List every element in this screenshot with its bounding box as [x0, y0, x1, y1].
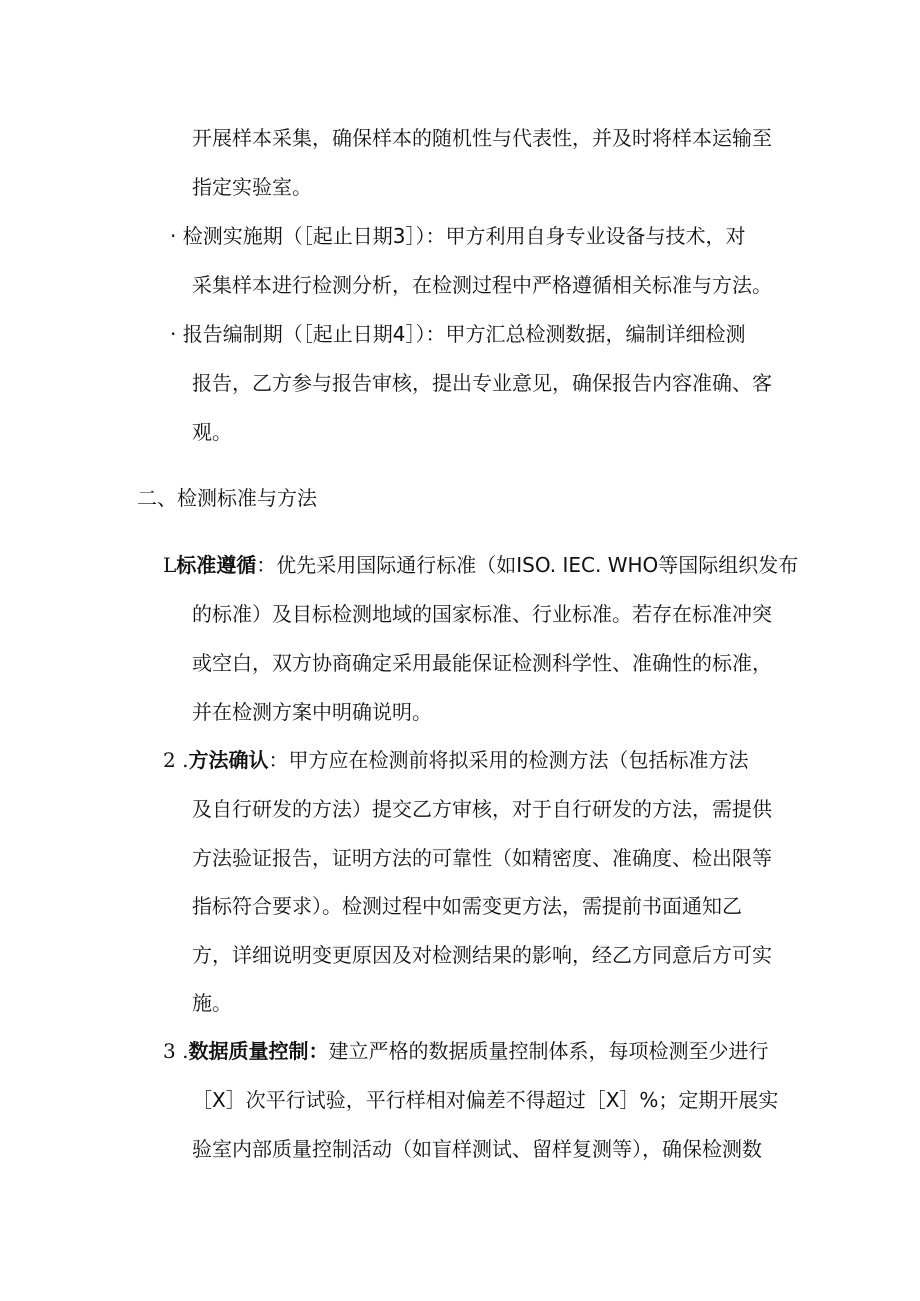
paragraph-line: 指定实验室。 [192, 175, 312, 199]
list-item-number: 3 . [163, 1039, 189, 1063]
paragraph-line: 开展样本采集，确保样本的随机性与代表性，并及时将样本运输至 [192, 126, 772, 150]
list-item-text: ：优先采用国际通行标准（如ISO. IEC. WHO等国际组织发布 [256, 553, 799, 577]
bullet-item-line: · 报告编制期（［起止日期4］）：甲方汇总检测数据，编制详细检测 [170, 322, 746, 346]
paragraph-line: 方，详细说明变更原因及对检测结果的影响，经乙方同意后方可实 [192, 943, 772, 967]
list-item-number: 2 . [163, 748, 189, 772]
paragraph-line: ［X］次平行试验，平行样相对偏差不得超过［X］%；定期开展实 [192, 1088, 779, 1112]
paragraph-line: 报告，乙方参与报告审核，提出专业意见，确保报告内容准确、客 [192, 371, 772, 395]
list-item-title: 方法确认 [188, 748, 269, 772]
bullet-item-line: · 检测实施期（［起止日期3］）：甲方利用自身专业设备与技术，对 [170, 224, 746, 248]
paragraph-line: 指标符合要求）。检测过程中如需变更方法，需提前书面通知乙 [192, 894, 742, 918]
paragraph-line: 采集样本进行检测分析，在检测过程中严格遵循相关标准与方法。 [192, 273, 772, 297]
paragraph-line: 的标准）及目标检测地域的国家标准、行业标准。若存在标准冲突 [192, 602, 772, 626]
list-item-title: 标准遵循 [176, 553, 257, 577]
paragraph-line: 施。 [192, 991, 232, 1015]
paragraph-line: 及自行研发的方法）提交乙方审核，对于自行研发的方法，需提供 [192, 797, 772, 821]
list-item-line [163, 748, 748, 772]
list-item-line [163, 1039, 768, 1063]
paragraph-line: 观。 [192, 420, 232, 444]
paragraph-line: 验室内部质量控制活动（如盲样测试、留样复测等），确保检测数 [192, 1137, 762, 1161]
list-item-title: 数据质量控制： [188, 1039, 329, 1063]
section-heading: 二、检测标准与方法 [137, 486, 317, 510]
list-item-line [163, 553, 798, 577]
paragraph-line: 或空白，双方协商确定采用最能保证检测科学性、准确性的标准， [192, 651, 772, 675]
list-item-text: 建立严格的数据质量控制体系，每项检测至少进行 [328, 1039, 769, 1063]
list-item-text: ：甲方应在检测前将拟采用的检测方法（包括标准方法 [268, 748, 749, 772]
paragraph-line: 并在检测方案中明确说明。 [192, 700, 432, 724]
list-item-number: L [163, 553, 177, 577]
paragraph-line: 方法验证报告，证明方法的可靠性（如精密度、准确度、检出限等 [192, 846, 772, 870]
